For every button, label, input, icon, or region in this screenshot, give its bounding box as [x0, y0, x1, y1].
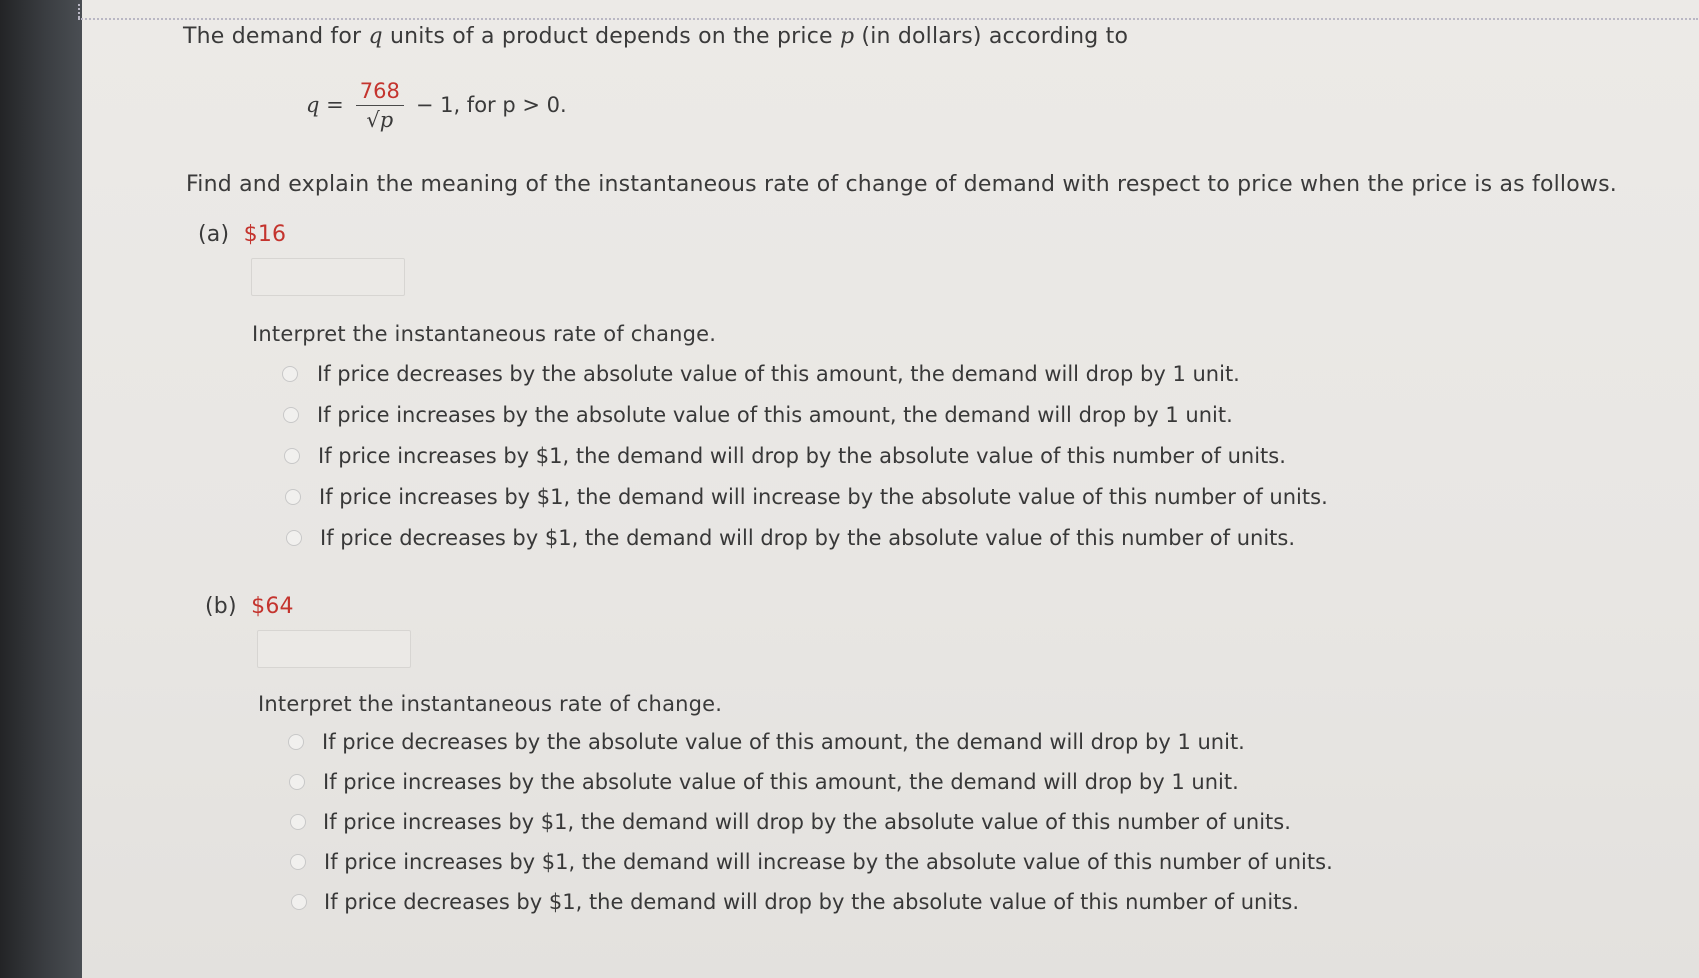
formula-numerator: 768: [356, 79, 404, 106]
part-a-option-1-radio[interactable]: [282, 366, 298, 382]
part-a-option-4-radio[interactable]: [285, 489, 301, 505]
variable-p: p: [839, 24, 855, 49]
part-b-option-4-radio[interactable]: [290, 854, 306, 870]
part-b-option-1-label[interactable]: If price decreases by the absolute value of this amount, the demand will drop by 1 unit.: [322, 730, 1245, 754]
frame-border-top: [78, 18, 1698, 20]
part-a-interpret-prompt: Interpret the instantaneous rate of change.: [252, 322, 717, 346]
screen-bezel: [0, 0, 82, 978]
part-a-option-3-label[interactable]: If price increases by $1, the demand will drop by the absolute value of this number of units.: [318, 444, 1286, 468]
part-a-option-5-radio[interactable]: [286, 530, 302, 546]
frame-border-left: [78, 4, 80, 18]
part-a-option-1-label[interactable]: If price decreases by the absolute value of this amount, the demand will drop by 1 unit.: [317, 362, 1240, 386]
demand-formula: [306, 70, 567, 140]
part-a-option-4-label[interactable]: If price increases by $1, the demand will increase by the absolute value of this number of units.: [319, 485, 1328, 509]
formula-denominator: √p: [366, 107, 394, 132]
part-a-option-2-label[interactable]: If price increases by the absolute value of this amount, the demand will drop by 1 unit.: [317, 403, 1233, 427]
question-intro: [183, 24, 1128, 49]
formula-rest: − 1, for p > 0.: [415, 93, 567, 117]
variable-q: q: [368, 24, 383, 49]
part-b-option-3-label[interactable]: If price increases by $1, the demand will drop by the absolute value of this number of units.: [323, 810, 1291, 834]
part-a-option-5-label[interactable]: If price decreases by $1, the demand will drop by the absolute value of this number of units.: [320, 526, 1296, 550]
part-b-label: (b): [205, 594, 237, 619]
intro-text-1: The demand for: [183, 24, 369, 49]
part-b-interpret-prompt: Interpret the instantaneous rate of change.: [258, 692, 723, 716]
part-b-option-2-label[interactable]: If price increases by the absolute value of this amount, the demand will drop by 1 unit.: [323, 770, 1239, 794]
part-b-answer-input[interactable]: [257, 630, 411, 668]
part-b-option-4-label[interactable]: If price increases by $1, the demand will increase by the absolute value of this number of units.: [324, 850, 1333, 874]
part-a-answer-input[interactable]: [251, 258, 405, 296]
instruction-text: Find and explain the meaning of the instantaneous rate of change of demand with respect to price when the price is as follows.: [186, 172, 1617, 197]
part-b-option-1-radio[interactable]: [288, 734, 304, 750]
part-b-price: $64: [251, 594, 294, 619]
part-a-option-3-radio[interactable]: [284, 448, 300, 464]
part-b-option-5-radio[interactable]: [291, 894, 307, 910]
formula-fraction: [356, 79, 404, 132]
intro-text-2: units of a product depends on the price: [382, 24, 840, 49]
part-a-header: [198, 222, 286, 247]
part-a-label: (a): [198, 222, 230, 247]
part-b-option-3-radio[interactable]: [290, 814, 306, 830]
part-a-price: $16: [243, 222, 287, 247]
part-b-header: [205, 594, 294, 619]
formula-lhs: q =: [306, 93, 344, 117]
part-a-option-2-radio[interactable]: [283, 407, 299, 423]
part-b-option-5-label[interactable]: If price decreases by $1, the demand will drop by the absolute value of this number of units.: [324, 890, 1300, 914]
intro-text-3: (in dollars) according to: [854, 24, 1129, 49]
part-b-option-2-radio[interactable]: [289, 774, 305, 790]
